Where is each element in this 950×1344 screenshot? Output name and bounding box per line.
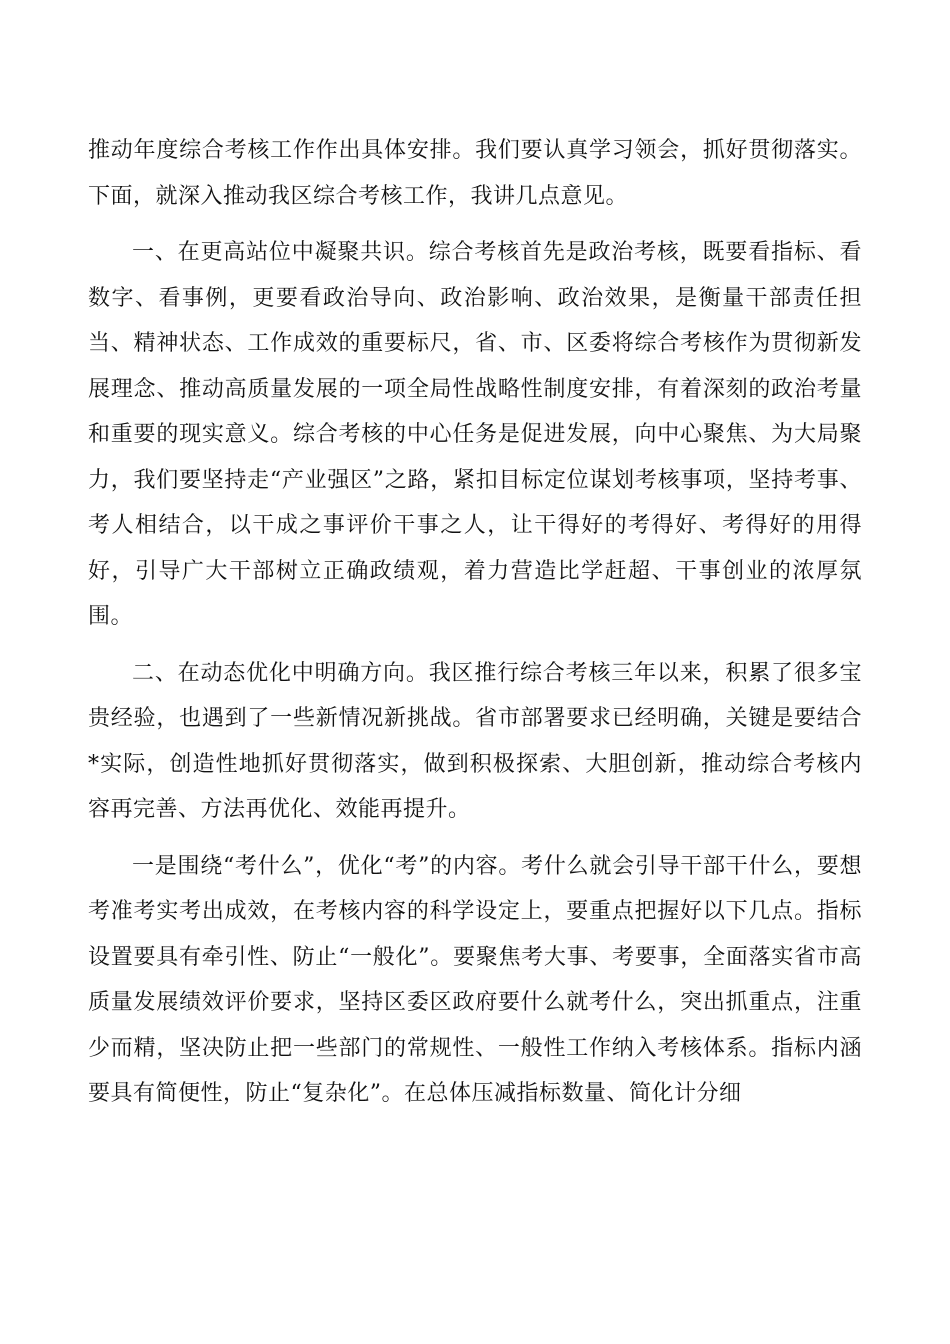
paragraph-intro: 推动年度综合考核工作作出具体安排。我们要认真学习领会，抓好贯彻落实。下面，就深入推动我区综合考核工作，我讲几点意见。 [88,138,862,209]
paragraph-section-two: 二、在动态优化中明确方向。我区推行综合考核三年以来，积累了很多宝贵经验，也遇到了一些新情况新挑战。省市部署要求已经明确，关键是要结合*实际，创造性地抓好贯彻落实，做到积极探索、大胆创新，推动综合考核内容再完善、方法再优化、效能再提升。 [88,660,862,822]
document-body [88,128,862,1128]
paragraph-section-one: 一、在更高站位中凝聚共识。综合考核首先是政治考核，既要看指标、看数字、看事例，更要看政治导向、政治影响、政治效果，是衡量干部责任担当、精神状态、工作成效的重要标尺，省、市、区委将综合考核作为贯彻新发展理念、推动高质量发展的一项全局性战略性制度安排，有着深刻的政治考量和重要的现实意义。综合考核的中心任务是促进发展，向中心聚焦、为大局聚力，我们要坚持走“产业强区”之路，紧扣目标定位谋划考核事项，坚持考事、考人相结合，以干成之事评价干事之人，让干得好的考得好、考得好的用得好，引导广大干部树立正确政绩观，着力营造比学赶超、干事创业的浓厚氛围。 [88,240,862,629]
paragraph-point-one: 一是围绕“考什么”，优化“考”的内容。考什么就会引导干部干什么，要想考准考实考出成效，在考核内容的科学设定上，要重点把握好以下几点。指标设置要具有牵引性、防止“一般化”。要聚焦考大事、考要事，全面落实省市高质量发展绩效评价要求，坚持区委区政府要什么就考什么，突出抓重点，注重少而精，坚决防止把一些部门的常规性、一般性工作纳入考核体系。指标内涵要具有简便性，防止“复杂化”。在总体压减指标数量、简化计分细 [88,853,862,1106]
